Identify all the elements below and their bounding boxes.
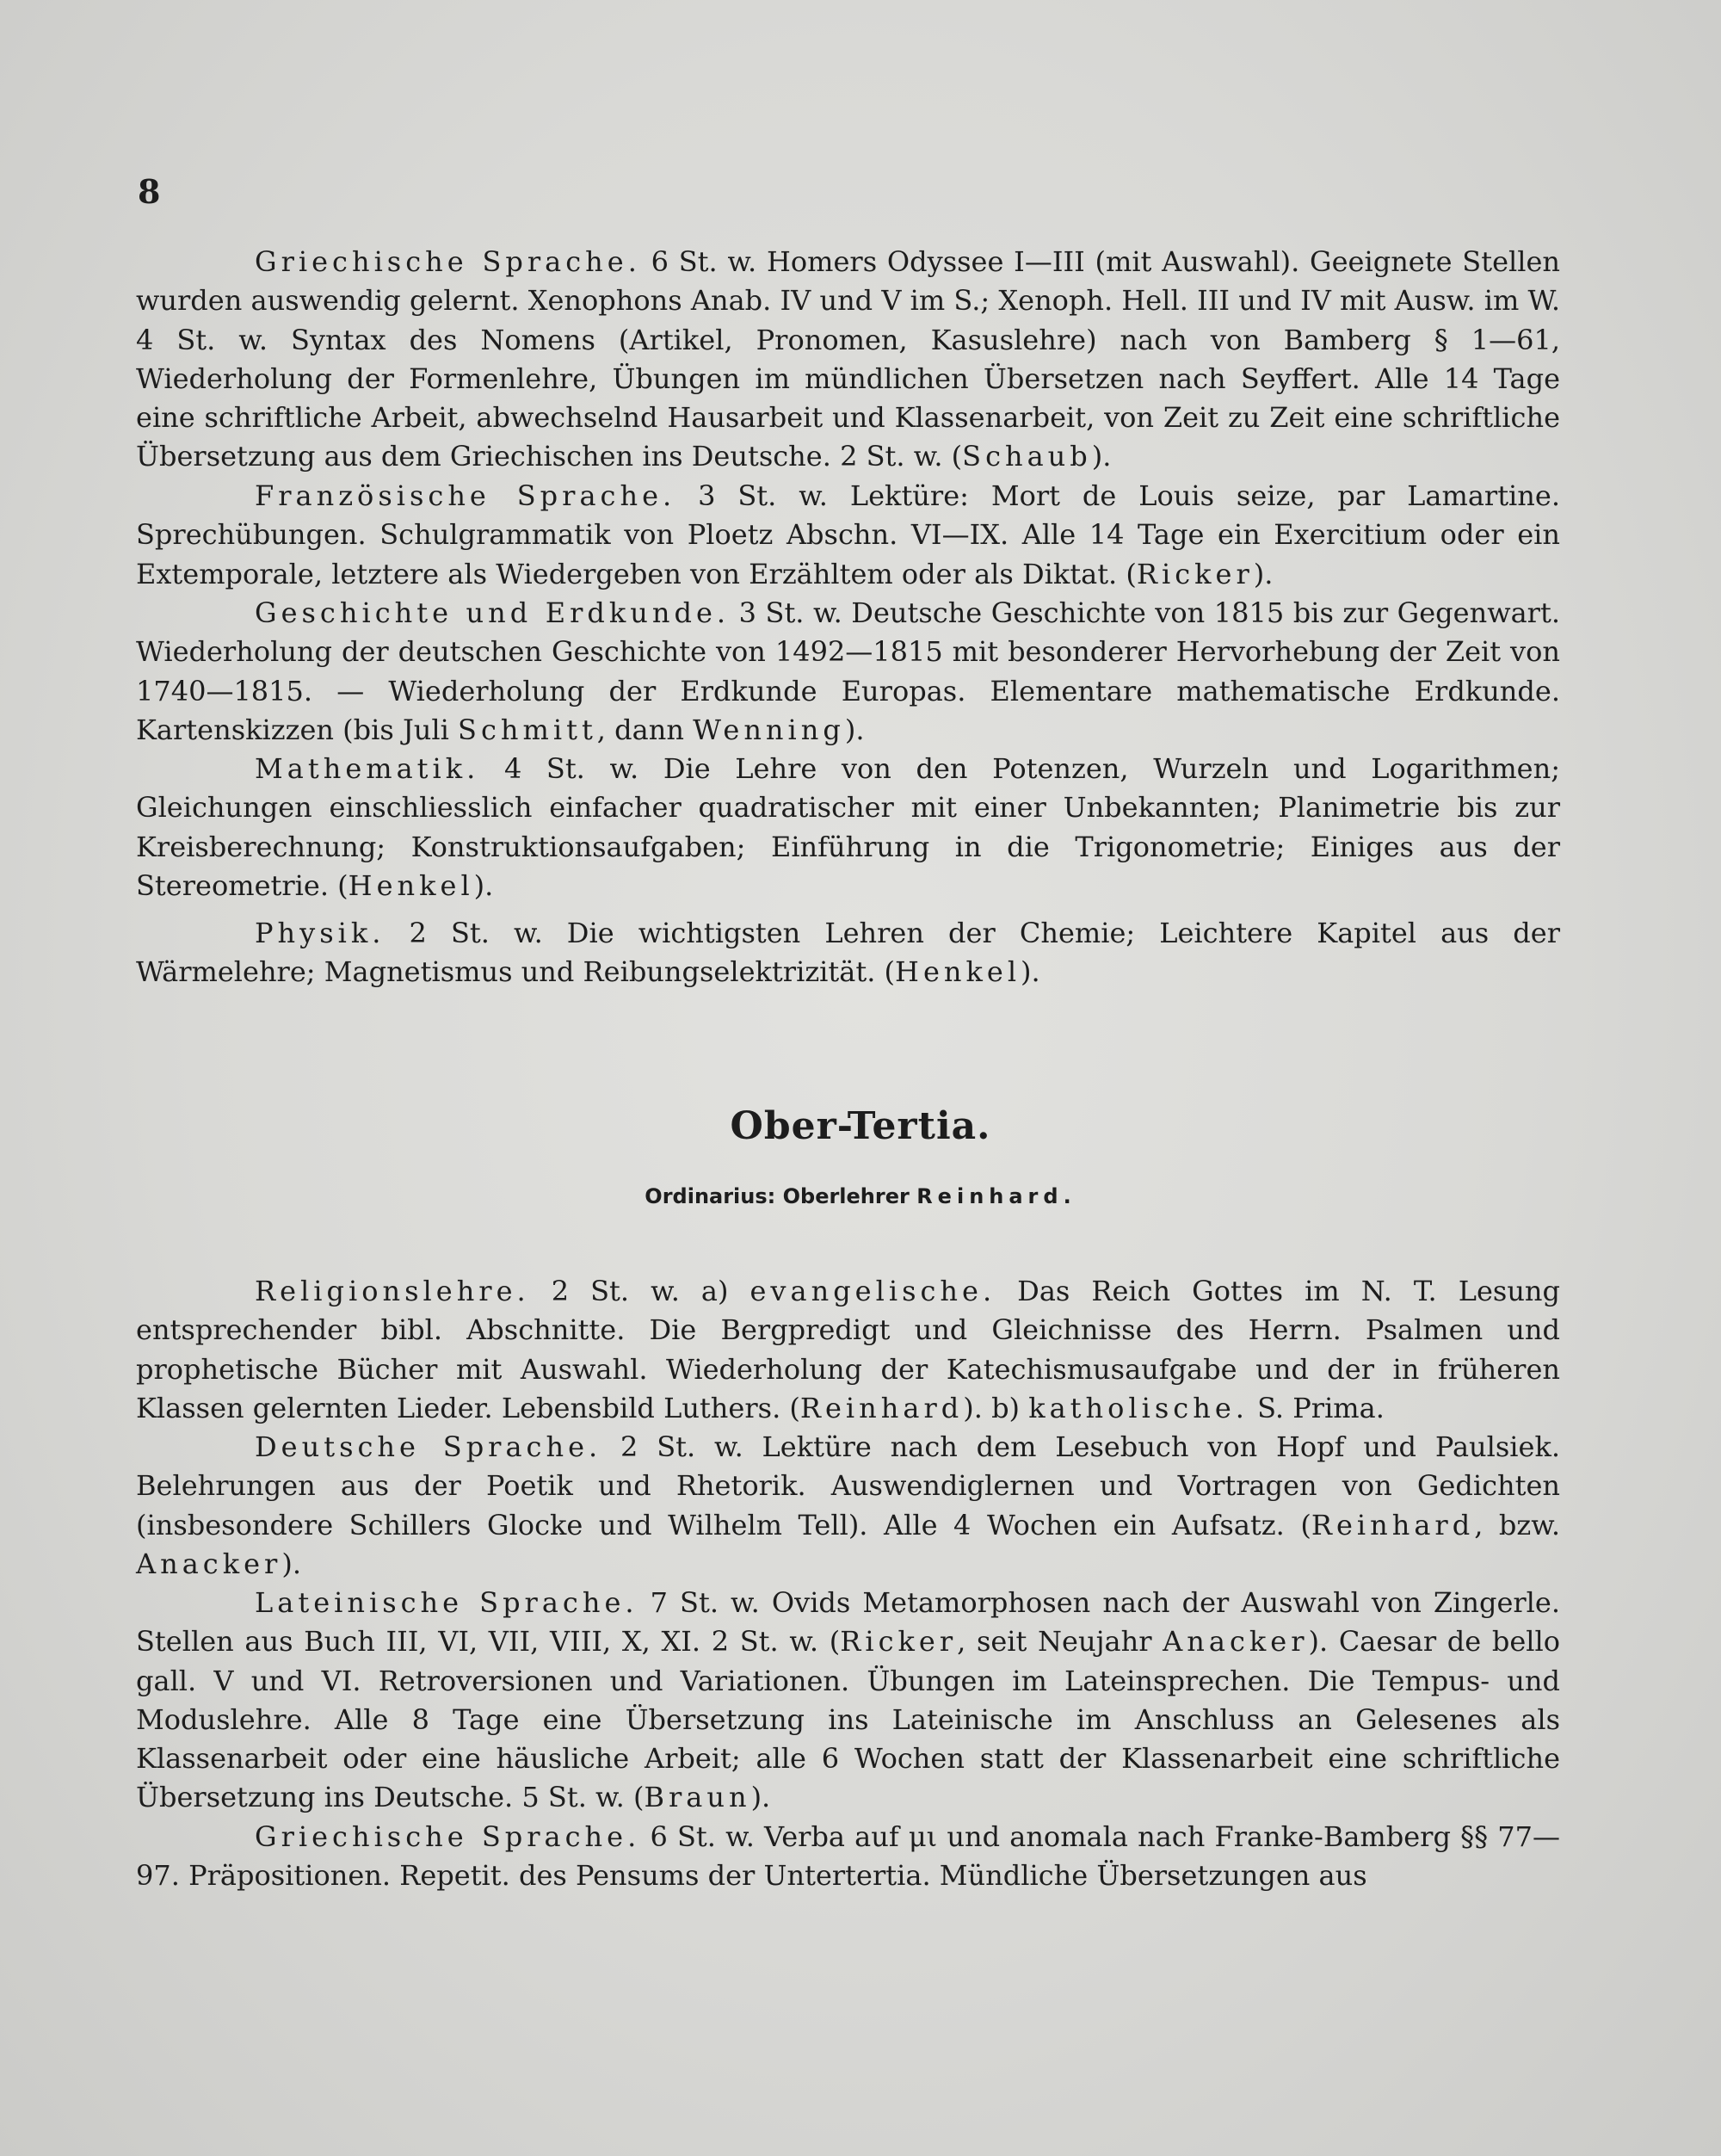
paragraph-history-geography: Geschichte und Erdkunde. 3 St. w. Deutsche Geschichte von 1815 bis zur Gegenwart. Wiederholung der deutschen Geschichte von 1492—1815 mit besonderer Hervorhebung der Zeit von 1740—1815. — Wiederholung der Erdkunde Europas. Elementare mathematische Erdkunde. Kartenskizzen (bis Juli Schmitt, dann Wenning). xyxy=(136,596,1561,746)
paragraph-text: Das Reich Gottes im N. T. Lesung entsprechender bibl. Abschnitte. Die Bergpredigt und Gleichnisse des Herrn. Psalmen und prophetische Bücher mit Auswahl. Wiederholung der Katechismusaufgabe und der in früheren Klassen gelernten Lieder. Lebensbild Luthers. xyxy=(136,1275,1561,1424)
paragraph-text: 4 St. w. Die Lehre von den Potenzen, Wurzeln und Logarithmen; Gleichungen einschliesslich einfacher quadratischer mit einer Unbekannten; Planimetrie bis zur Kreisberechnung; Konstruktionsaufgaben; Einführung in die Trigonometrie; Einiges aus der Stereometrie. xyxy=(136,752,1561,902)
subject-heading: Mathematik. xyxy=(255,752,480,785)
paragraph-text: 6 St. w. Verba auf μι und anomala nach Franke-Bamberg §§ 77—97. Präpositionen. Repetit. des Pensums der Untertertia. Mündliche Übersetzungen aus xyxy=(136,1820,1561,1893)
teacher-name: Henkel xyxy=(348,868,474,902)
teacher-name: Anacker xyxy=(136,1547,282,1580)
paragraph-german: Deutsche Sprache. 2 St. w. Lektüre nach dem Lesebuch von Hopf und Paulsiek. Belehrungen aus der Poetik und Rhetorik. Auswendiglernen und Vortragen von Gedichten (insbesondere Schillers Glocke und Wilhelm Tell). Alle 4 Wochen ein Aufsatz. (Reinhard, bzw. Anacker). xyxy=(136,1430,1561,1580)
subject-heading: Geschichte und Erdkunde. xyxy=(255,596,731,629)
paragraph-mathematics: Mathematik. 4 St. w. Die Lehre von den Potenzen, Wurzeln und Logarithmen; Gleichungen einschliesslich einfacher quadratischer mit einer Unbekannten; Planimetrie bis zur Kreisberechnung; Konstruktionsaufgaben; Einführung in die Trigonometrie; Einiges aus der Stereometrie. (Henkel). xyxy=(136,752,1561,902)
teacher-name: Ricker xyxy=(1136,557,1254,590)
paragraph-physics: Physik. 2 St. w. Die wichtigsten Lehren der Chemie; Leichtere Kapitel aus der Wärmelehre; Magnetismus und Reibungselektrizität. (Henkel). xyxy=(136,917,1561,989)
paragraph-religion: Religionslehre. 2 St. w. a) evangelische. Das Reich Gottes im N. T. Lesung entsprechender bibl. Abschnitte. Die Bergpredigt und Gleichnisse des Herrn. Psalmen und prophetische Bücher mit Auswahl. Wiederholung der Katechismusaufgabe und der in früheren Klassen gelernten Lieder. Lebensbild Luthers. (Reinhard). b) katholische. S. Prima. xyxy=(136,1275,1561,1424)
subsection-heading: evangelische. xyxy=(749,1275,996,1307)
paragraph-latin: Lateinische Sprache. 7 St. w. Ovids Metamorphosen nach der Auswahl von Zingerle. Stellen aus Buch III, VI, VII, VIII, X, XI. 2 St. w. (Ricker, seit Neujahr Anacker). Caesar de bello gall. V und VI. Retroversionen und Variationen. Übungen im Lateinsprechen. Die Tempus- und Moduslehre. Alle 8 Tage eine Übersetzung ins Lateinische im Anschluss an Gelesenes als Klassenarbeit oder eine häusliche Arbeit; alle 6 Wochen statt der Klassenarbeit eine schriftliche Übersetzung ins Deutsche. 5 St. w. (Braun). xyxy=(136,1586,1561,1814)
paragraph-french: Französische Sprache. 3 St. w. Lektüre: Mort de Louis seize, par Lamartine. Sprechübungen. Schulgrammatik von Ploetz Abschn. VI—IX. Alle 14 Tage ein Exercitium oder ein Extemporale, letztere als Wiedergeben von Erzähltem oder als Diktat. (Ricker). xyxy=(136,479,1561,590)
paragraph-greek-upper: Griechische Sprache. 6 St. w. Homers Odyssee I—III (mit Auswahl). Geeignete Stellen wurden auswendig gelernt. Xenophons Anab. IV und V im S.; Xenoph. Hell. III und IV mit Ausw. im W. 4 St. w. Syntax des Nomens (Artikel, Pronomen, Kasuslehre) nach von Bamberg § 1—61, Wiederholung der Formenlehre, Übungen im mündlichen Übersetzen nach Seyffert. Alle 14 Tage eine schriftliche Arbeit, abwechselnd Hausarbeit und Klassenarbeit, von Zeit zu Zeit eine schriftliche Übersetzung aus dem Griechischen ins Deutsche. 2 St. w. (Schaub). xyxy=(136,245,1561,473)
paragraph-text: ). Caesar de bello gall. V und VI. Retroversionen und Variationen. Übungen im Lateinsprechen. Die Tempus- und Moduslehre. Alle 8 Tage eine Übersetzung ins Lateinische im Anschluss an Gelesenes als Klassenarbeit oder eine häusliche Arbeit; alle 6 Wochen statt der Klassenarbeit eine schriftliche Übersetzung ins Deutsche. 5 St. w. xyxy=(136,1625,1561,1814)
teacher-name: Schaub xyxy=(962,440,1092,473)
paragraph-text: 2 St. w. Die wichtigsten Lehren der Chemie; Leichtere Kapitel aus der Wärmelehre; Magnetismus und Reibungselektrizität. xyxy=(136,917,1561,989)
subject-heading: Physik. xyxy=(255,917,386,949)
ordinarius-label: Ordinarius: Oberlehrer xyxy=(645,1184,910,1208)
ordinarius-line xyxy=(0,1184,1721,1208)
subject-heading: Griechische Sprache. xyxy=(255,1820,641,1853)
teacher-name: Schmitt xyxy=(458,713,597,746)
paragraph-text: 3 St. w. Deutsche Geschichte von 1815 bis zur Gegenwart. Wiederholung der deutschen Geschichte von 1492—1815 mit besonderer Hervorhebung der Zeit von 1740—1815. — Wiederholung der Erdkunde Europas. Elementare mathematische Erdkunde. Kartenskizzen (bis Juli xyxy=(136,596,1561,746)
subject-heading: Deutsche Sprache. xyxy=(255,1430,602,1463)
teacher-name: Henkel xyxy=(895,955,1021,989)
subject-heading: Religionslehre. xyxy=(255,1275,530,1307)
page-number: 8 xyxy=(138,172,161,211)
teacher-name: Braun xyxy=(644,1781,751,1814)
teacher-name: Reinhard xyxy=(1311,1508,1475,1541)
paragraph-text: 2 St. w. Lektüre nach dem Lesebuch von Hopf und Paulsiek. Belehrungen aus der Poetik und Rhetorik. Auswendiglernen und Vortragen von Gedichten (insbesondere Schillers Glocke und Wilhelm Tell). Alle 4 Wochen ein Aufsatz. xyxy=(136,1430,1561,1541)
paragraph-text: 3 St. w. Lektüre: Mort de Louis seize, par Lamartine. Sprechübungen. Schulgrammatik von Ploetz Abschn. VI—IX. Alle 14 Tage ein Exercitium oder ein Extemporale, letztere als Wiedergeben von Erzähltem oder als Diktat. xyxy=(136,479,1561,590)
paragraph-text: 7 St. w. Ovids Metamorphosen nach der Auswahl von Zingerle. Stellen aus Buch III, VI, VII, VIII, X, XI. 2 St. w. xyxy=(136,1586,1561,1659)
paragraph-text: 6 St. w. Homers Odyssee I—III (mit Auswahl). Geeignete Stellen wurden auswendig gelernt. Xenophons Anab. IV und V im S.; Xenoph. Hell. III und IV mit Ausw. im W. 4 St. w. Syntax des Nomens (Artikel, Pronomen, Kasuslehre) nach von Bamberg § 1—61, Wiederholung der Formenlehre, Übungen im mündlichen Übersetzen nach Seyffert. Alle 14 Tage eine schriftliche Arbeit, abwechselnd Hausarbeit und Klassenarbeit, von Zeit zu Zeit eine schriftliche Übersetzung aus dem Griechischen ins Deutsche. 2 St. w. xyxy=(136,245,1561,473)
teacher-name: Anacker xyxy=(1163,1625,1309,1659)
section-title: Ober-Tertia. xyxy=(730,1104,991,1148)
subsection-heading: katholische. xyxy=(1028,1391,1249,1424)
subject-heading: Griechische Sprache. xyxy=(255,245,641,278)
ordinarius-name: Reinhard. xyxy=(916,1184,1076,1208)
paragraph-greek-lower xyxy=(136,1818,1560,1896)
teacher-name: Wenning xyxy=(693,713,845,746)
teacher-name: Reinhard xyxy=(799,1391,964,1424)
subject-heading: Französische Sprache. xyxy=(255,479,676,512)
teacher-name: Ricker xyxy=(840,1625,958,1659)
subject-heading: Lateinische Sprache. xyxy=(255,1586,638,1619)
